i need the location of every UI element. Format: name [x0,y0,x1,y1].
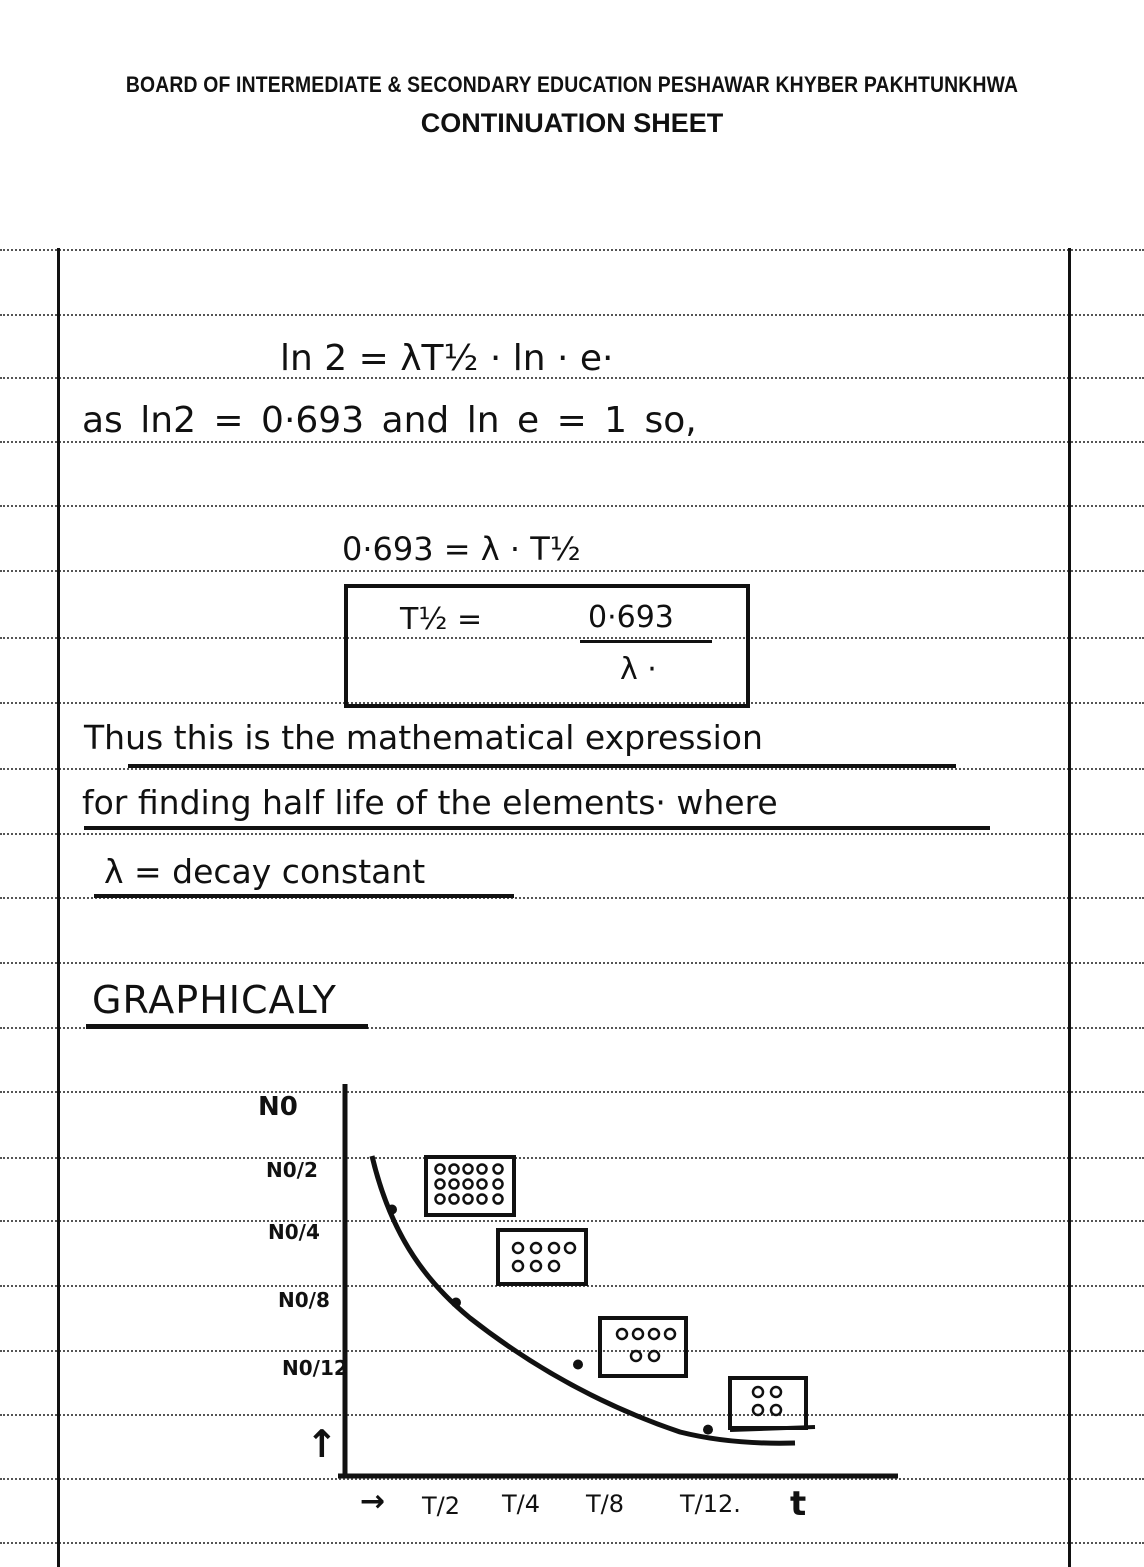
y-label-n0-4: N0/4 [268,1220,320,1244]
x-label-t8: T/8 [586,1490,625,1518]
data-point-2 [451,1298,461,1308]
paragraph-line-2: for finding half life of the elements· where [82,783,778,822]
x-label-t: t [790,1484,807,1524]
sample-box-1 [426,1157,514,1215]
sample-box-4 [730,1378,806,1428]
sample-box-2 [498,1230,586,1284]
x-label-t4: T/4 [502,1490,541,1518]
boxed-formula-denominator: λ · [620,652,657,687]
y-label-n0-2: N0/2 [266,1158,318,1182]
paragraph-line-1: Thus this is the mathematical expression [84,718,763,757]
x-label-t2: T/2 [422,1492,461,1520]
y-label-n0-12: N0/12 [282,1356,348,1380]
section-heading: GRAPHICALY [92,978,337,1022]
board-title: BOARD OF INTERMEDIATE & SECONDARY EDUCATION PESHAWAR KHYBER PAKHTUNKHWA [125,72,1019,97]
x-label-t12: T/12. [680,1490,741,1518]
data-point-1 [387,1205,397,1215]
sample-box-3 [600,1318,686,1376]
data-point-4 [703,1425,713,1435]
equation-ln2: ln 2 = λT½ · ln · e· [280,338,614,379]
y-label-n0-8: N0/8 [278,1288,330,1312]
equation-half-life: 0·693 = λ · T½ [342,530,581,568]
sheet-title: CONTINUATION SHEET [420,108,724,138]
y-label-n0: N0 [258,1092,298,1122]
x-axis-arrow: → [360,1484,386,1519]
equation-values: as ln2 = 0·693 and ln e = 1 so, [82,400,697,441]
paragraph-line-3: λ = decay constant [104,852,426,891]
data-point-3 [573,1360,583,1370]
y-axis-arrow: ↑ [306,1422,338,1466]
boxed-formula-left: T½ = [400,602,483,637]
boxed-formula-numerator: 0·693 [588,600,674,635]
